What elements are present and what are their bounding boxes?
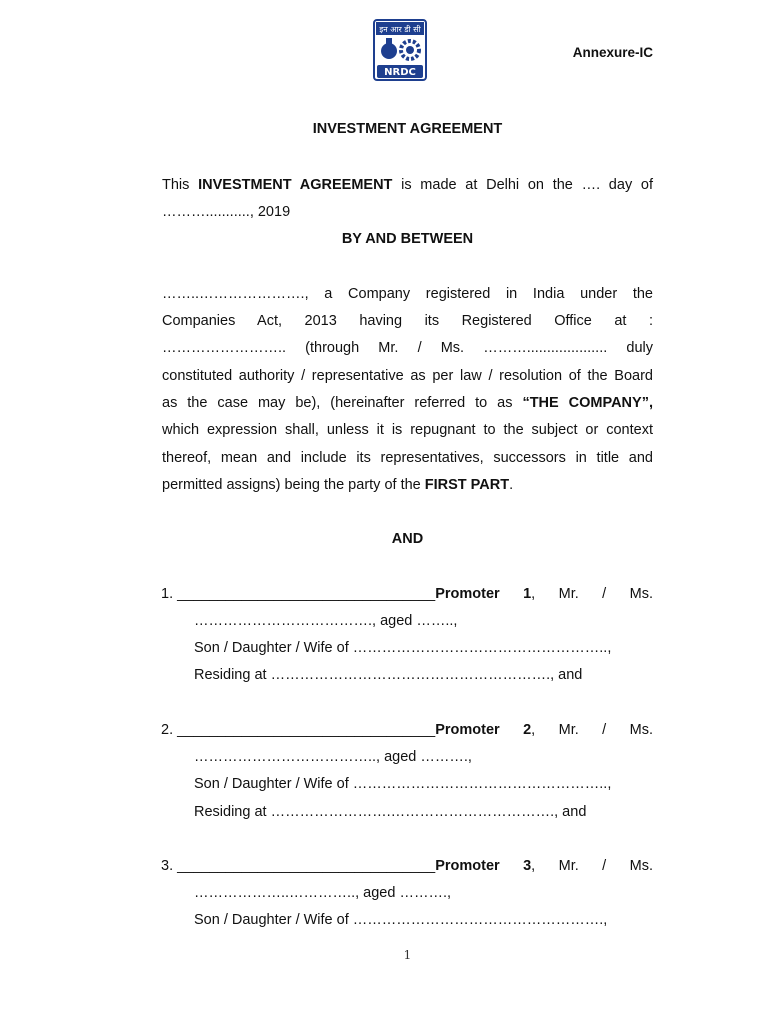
- promoter-1-aged: ………………………………., aged ……..,: [194, 613, 458, 629]
- company-line-5-comma: ,: [648, 395, 653, 411]
- company-line-2: Companies Act, 2013 having its Registered Office at :: [162, 313, 653, 329]
- promoter-1-index-group: [523, 584, 535, 604]
- promoter-2-label: Promoter: [435, 722, 500, 738]
- logo-hindi-text: इन आर डी सी: [379, 25, 421, 34]
- promoter-1-label: Promoter: [435, 586, 500, 602]
- promoter-2-header: [161, 720, 500, 740]
- company-line-5-text: as the case may be), (hereinafter referred to as: [162, 395, 513, 411]
- promoter-1-comma: ,: [531, 586, 536, 602]
- promoter-2-index-group: [523, 720, 535, 740]
- company-line-5: [162, 393, 653, 413]
- promoter-3-blank: ________________________________: [177, 858, 436, 874]
- and-heading: AND: [391, 531, 424, 547]
- document-title: INVESTMENT AGREEMENT: [312, 121, 503, 137]
- promoter-1-ms: Ms.: [629, 586, 653, 602]
- by-and-between-heading: BY AND BETWEEN: [341, 231, 474, 247]
- intro-line-2: ………..........., 2019: [162, 204, 291, 220]
- company-line-8: [162, 475, 513, 495]
- promoter-1-residing: Residing at …………………………………………………., and: [194, 667, 583, 683]
- promoter-3-row: [161, 856, 653, 876]
- promoter-3-index-group: [523, 856, 535, 876]
- promoter-3-relation: Son / Daughter / Wife of …………………………………………….,: [194, 912, 608, 928]
- company-line-3: …………………….. (through Mr. / Ms. ……….................... duly: [162, 340, 653, 356]
- promoter-3-number: 3.: [161, 858, 174, 874]
- annexure-label: Annexure-IC: [572, 45, 653, 60]
- promoter-2-number: 2.: [161, 722, 174, 738]
- page-number: 1: [403, 948, 412, 962]
- promoter-1-row: [161, 584, 653, 604]
- promoter-1-header: [161, 584, 500, 604]
- promoter-3-slash: /: [602, 858, 607, 874]
- first-part-bold: FIRST PART: [424, 477, 510, 493]
- promoter-2-mr: Mr.: [558, 722, 579, 738]
- promoter-1-slash: /: [602, 586, 607, 602]
- promoter-2-relation: Son / Daughter / Wife of ……………………………………………..,: [194, 776, 612, 792]
- company-line-8-text: permitted assigns) being the party of the: [162, 477, 421, 493]
- promoter-3-ms: Ms.: [629, 858, 653, 874]
- nrdc-logo: [373, 19, 427, 81]
- logo-nrdc-text: NRDC: [384, 67, 416, 78]
- promoter-1-number: 1.: [161, 586, 174, 602]
- promoter-2-index: 2: [523, 722, 532, 738]
- promoter-3-label: Promoter: [435, 858, 500, 874]
- promoter-2-blank: ________________________________: [177, 722, 436, 738]
- promoter-1-mr: Mr.: [558, 586, 579, 602]
- promoter-3-index: 3: [523, 858, 532, 874]
- promoter-3-mr: Mr.: [558, 858, 579, 874]
- promoter-3-header: [161, 856, 500, 876]
- nrdc-logo-mark: [373, 19, 427, 81]
- company-line-1: ……..…………………., a Company registered in India under the: [162, 286, 653, 302]
- promoter-3-aged: ………………..………….., aged ……….,: [194, 885, 452, 901]
- promoter-2-comma: ,: [531, 722, 536, 738]
- promoter-2-ms: Ms.: [629, 722, 653, 738]
- company-line-8-period: .: [509, 477, 514, 493]
- company-defined-term: “THE COMPANY”: [522, 395, 649, 411]
- promoter-2-aged: ……………………………….., aged ……….,: [194, 749, 472, 765]
- promoter-2-residing: Residing at …………………….……………………………., and: [194, 804, 587, 820]
- intro-text-c: is made at Delhi on the …. day of: [401, 177, 653, 193]
- promoter-1-blank: ________________________________: [177, 586, 436, 602]
- company-line-4: constituted authority / representative as per law / resolution of the Board: [162, 368, 653, 384]
- promoter-2-slash: /: [602, 722, 607, 738]
- promoter-3-comma: ,: [531, 858, 536, 874]
- promoter-1-index: 1: [523, 586, 532, 602]
- intro-text-a: This: [162, 177, 190, 193]
- company-line-7: thereof, mean and include its representatives, successors in title and: [162, 450, 653, 466]
- intro-line-1: [162, 175, 653, 195]
- company-line-6: which expression shall, unless it is repugnant to the subject or context: [162, 422, 653, 438]
- promoter-1-relation: Son / Daughter / Wife of ……………………………………………..,: [194, 640, 612, 656]
- promoter-2-row: [161, 720, 653, 740]
- intro-agreement-bold: INVESTMENT AGREEMENT: [198, 177, 393, 193]
